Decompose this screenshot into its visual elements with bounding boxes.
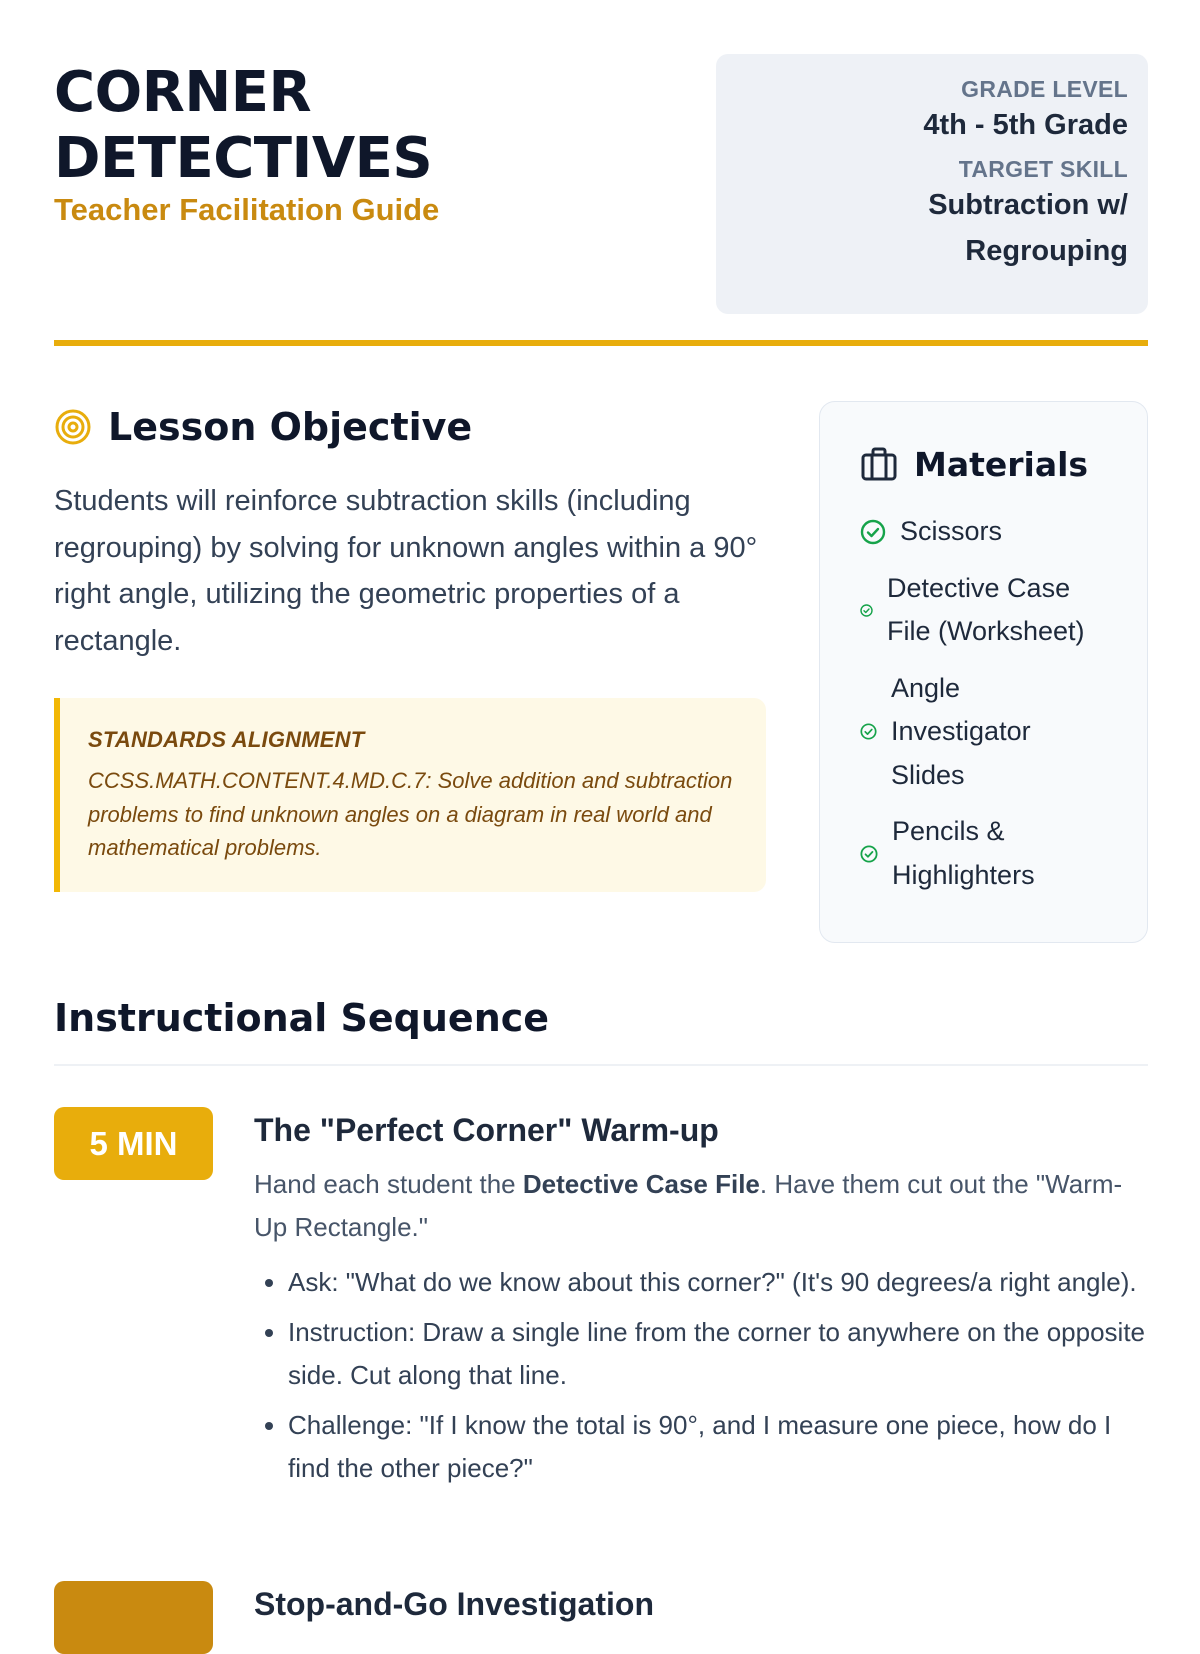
target-skill-value-line1: Subtraction w/ xyxy=(928,189,1128,221)
materials-heading xyxy=(860,442,1127,486)
page-title-line2: DETECTIVES xyxy=(54,126,433,191)
materials-title: Materials xyxy=(914,444,1089,484)
instructional-sequence-title: Instructional Sequence xyxy=(54,996,550,1040)
step-bullet: • Ask: "What do we know about this corner?" (It's 90 degrees/a right angle). xyxy=(288,1261,1148,1304)
step-body xyxy=(254,1581,1148,1627)
duration-badge xyxy=(54,1581,213,1654)
step-description xyxy=(254,1163,1148,1249)
grade-level-value: 4th - 5th Grade xyxy=(923,109,1128,141)
materials-item-label: Detective Case File (Worksheet) xyxy=(887,572,1085,646)
objective-text: Students will reinforce subtraction skills (including regrouping) by solving for unknown angles within a 90° right angle, utilizing the geometric properties of a rectangle. xyxy=(54,485,758,657)
materials-item xyxy=(860,667,1127,798)
page-title-line1: CORNER xyxy=(54,60,312,125)
materials-list xyxy=(860,510,1127,897)
materials-item-label: Angle Investigator Slides xyxy=(891,672,1031,790)
check-circle-icon xyxy=(860,845,878,863)
lesson-meta-card xyxy=(716,54,1148,314)
target-skill-value-line2: Regrouping xyxy=(965,235,1128,267)
materials-item xyxy=(860,510,1127,554)
step-bullets xyxy=(254,1261,1148,1490)
standards-alignment-callout xyxy=(54,698,766,892)
step-title: The "Perfect Corner" Warm-up xyxy=(254,1112,719,1148)
check-circle-icon xyxy=(860,723,877,740)
step-body xyxy=(254,1107,1148,1497)
grade-level-label: GRADE LEVEL xyxy=(961,76,1128,102)
objective-title: Lesson Objective xyxy=(108,405,473,449)
lesson-objective-section xyxy=(54,402,766,892)
step-title: Stop-and-Go Investigation xyxy=(254,1586,654,1622)
header xyxy=(54,54,1148,314)
step-text-bold: Detective Case File xyxy=(522,1169,760,1199)
materials-card xyxy=(819,401,1148,943)
lesson-guide-page xyxy=(54,0,1148,1622)
materials-item xyxy=(860,810,1127,897)
target-icon xyxy=(54,408,92,446)
standards-label: STANDARDS ALIGNMENT xyxy=(88,727,365,752)
sequence-divider xyxy=(54,1064,1148,1066)
objective-heading xyxy=(54,402,766,452)
materials-item-label: Pencils & Highlighters xyxy=(892,816,1035,890)
step-bullet: • Instruction: Draw a single line from the corner to anywhere on the opposite side. Cut along that line. xyxy=(288,1311,1148,1397)
step-bullet: • Challenge: "If I know the total is 90°, and I measure one piece, how do I find the other piece?" xyxy=(288,1404,1148,1490)
check-circle-icon xyxy=(860,519,886,545)
check-circle-icon xyxy=(860,604,873,617)
step-text-before: Hand each student the xyxy=(254,1169,523,1199)
materials-item xyxy=(860,567,1127,654)
step-text-after: . Have them cut out the "Warm-Up Rectangle." xyxy=(254,1169,1123,1242)
briefcase-icon xyxy=(860,445,898,483)
target-skill-label: TARGET SKILL xyxy=(958,156,1128,182)
page-subtitle: Teacher Facilitation Guide xyxy=(54,192,440,227)
duration-badge: 5 MIN xyxy=(54,1107,213,1180)
materials-item-label: Scissors xyxy=(900,516,1003,546)
header-divider xyxy=(54,340,1148,346)
standards-text: CCSS.MATH.CONTENT.4.MD.C.7: Solve addition and subtraction problems to find unknown angles on a diagram in real world and mathematical problems. xyxy=(88,768,733,860)
page-title xyxy=(54,60,432,192)
